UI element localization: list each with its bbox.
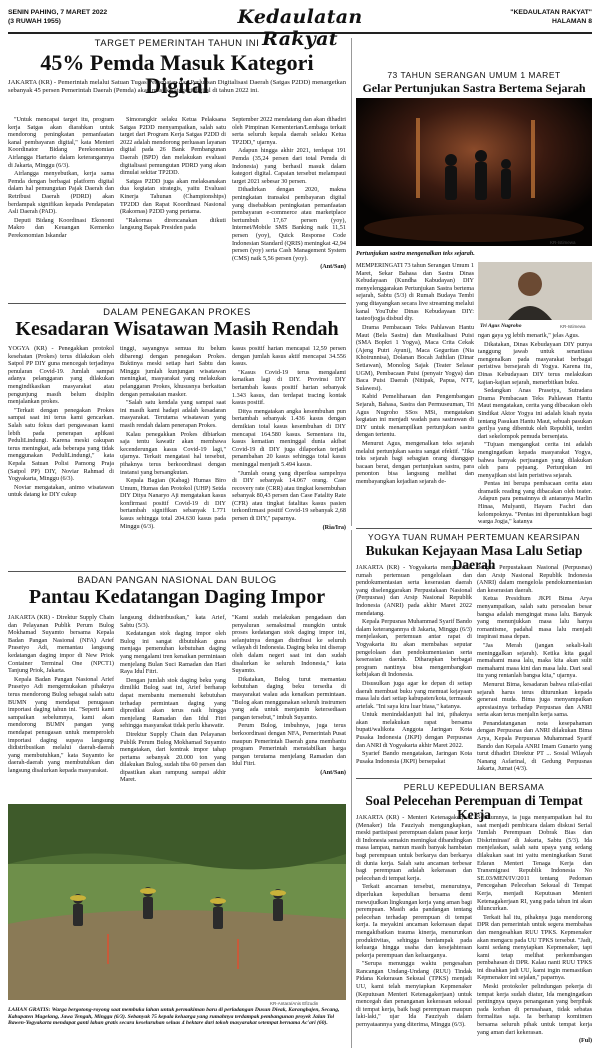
article2-col4-p3: Pentas ini berupa pembacaan cerita atau dramatik reading yang dibacakan oleh teater. Adapun para pemainnya di antaranya Marlin Hinaa, Mulyanti, Hayam Fachri dan kelompoknya. "Pentas ini diperuntukkan bagi warga Jogja," katanya xyxy=(478,480,592,524)
article3-col3-p3: Ditya mengatakan angka kesembuhan pun bertambah sebanyak 1.436 kasus dengan demikian total kasus kesembuhan di DIY mencapai 164.580 kasus. Sementara itu, kasus kematian meninggal dunia akibat Covid-19 di DIY juga dilaporkan terjadi penambahan 20 kasus sehingga total kasus meninggal menjadi 5.494 kasus. xyxy=(232,407,346,468)
article2-col1 xyxy=(356,324,474,524)
article4-title: Pantau Kedatangan Daging Impor xyxy=(28,586,326,608)
article5-title: Bukukan Kejayaan Masa Lalu Setiap Daerah xyxy=(365,543,583,573)
article2-col2-p1: ngan gaya yg lebih menarik," jelas Agus. xyxy=(478,332,580,339)
article2-portrait-photo xyxy=(478,262,592,320)
section-rule xyxy=(356,778,592,779)
article1-kicker: TARGET PEMERINTAH TAHUN INI xyxy=(94,38,260,49)
article6-title: Soal Pelecehan Perempuan di Tempat Kerja xyxy=(365,793,583,823)
article5-col1-p4: Untuk menindaklanjuti hal ini, pihaknya akan melakukan rapat bersama bupati/walikota Anggota Jaringan Kota Pusaka Indonesia (JKPI) dengan Perpusnas dan ANRI di Yogyakarta akhir Maret 2022. xyxy=(356,711,472,749)
article3-col1-p1: YOGYA (KR) - Penegakkan protokol kesehatan (Prokes) terus dilakukan oleh Satpol PP DIY guna mencegah terjadinya penularan Covid-19. Jumlah sampai adanya pelanggaran yang dilakukan mengindikasikan masyarakat atau pengunjung masih belum disiplin menjalankan prokes. xyxy=(8,345,114,406)
article2-col3-p1: Drama Pembacaan Teks Pahlawan Hantu Maut (Bela Sastra) dan Musikalisasi Puisi (SMA Bopkri 1 Yogya), Maca Crita Cekak (Ajeng Putri Ayuni), Maca Geguritan (Nia Khoirunnisa), Dolanan Bocah Jathilan (Dinar Setiawan), Monolog Sajak (Teater Selasar UGM), Pembacaan Puisi (penyair Yogya) dan Baca Puisi Daerah (Nitipak, Papua, NTT, Sulawesi). xyxy=(356,324,474,392)
article2-col2 xyxy=(478,332,592,524)
article3-col2-p4: Kepala Bagian (Kabag) Humas Biro Umum, Humas dan Protokol (UHP) Setda DIY Ditya Nanaryo Aji mengatakan kasus konfirmasi positif Covid-19 di DIY bertambah signifikan sebanyak 1.771 kasus sehingga total 204.630 kasus pada Minggu (6/3). xyxy=(120,477,226,530)
article3-signature: (Ria/Ira) xyxy=(322,523,346,531)
article6-kicker: PERLU KEPEDULIAN BERSAMA xyxy=(403,782,545,792)
article5-col2-p3: "Jas Merah (jangan sekali-kali meninggalkan sejarah). Ketika kita gagal memahami masa lalu, maka kita akan sulit memahami masa kini dan masa lalu. Dari seal itu yang rentanlah bangsa kita," ujarnya. xyxy=(477,641,592,680)
article4-signature: (Ant/San) xyxy=(320,768,346,776)
article6-col1-p3: "Serupa menunggu waktu pengesahan Rancangan Undang-Undang (RUU) Tindak Pidana Kekerasan Seksual (TPKS) menjadi UU, kami telah menyiapkan Kepmenaker (Keputusan Menteri Ketenagakerjaan) untuk mencegah dan penanganan kekerasan seksual di tempat kerja, baik bagi perempuan maupun laki-laki," ujar Ida Fauziyah dalam pernyataannya yang diterima, Minggu (6/3). xyxy=(356,960,472,1029)
article3-col1-p3: Noviar mengatakan, animo wisatawan untuk datang ke DIY cukup xyxy=(8,483,114,499)
article2-col1-top xyxy=(356,262,474,322)
article1-lead-text: JAKARTA (KR) - Pemerintah melalui Satuan Tugas Percepatan dan Perluasan Digitalisasi Daerah (Satgas P2DD) menargetkan sebanyak 45 persen Pemerintah Daerah (Pemda) akan masuk kategori digital di tahun 2022 ini. xyxy=(8,79,346,94)
land-clearing-illustration xyxy=(8,804,346,1000)
article4-col2-p3: Dengan jumlah stok daging beku yang dimiliki Bulog saat ini, Arief berharap dapat membantu memenuhi kebutuhan terhadap permintaan daging yang diprediksi akan terus naik hingga menjelang Ramadan dan Idul Fitri sehingga masyarakat tidak perlu khawatir. xyxy=(120,676,226,730)
section-rule xyxy=(356,528,592,529)
article4-col3-p2: Dikatakan, Bulog turut memantau kebutuhan daging beku tersedia di masyarakat walau ada kenaikan permintaan. "Bulog akan menggunakan seluruh instrumen yang ada untuk menjamin ketersediaan pangan tersebut," imbuh Suyamto. xyxy=(232,675,346,721)
article1-col1-p2: Airlangga menyebutkan, kerja sama Pemda dengan berbagai platform digital dalam hal pemungutan Pajak Daerah dan Retribusi Daerah (PDRD) akan berdampak signifikan kepada Pendapatan Asli Daerah (PAD). xyxy=(8,170,114,216)
article1-col2-p1: Simorangkir selaku Ketua Pelaksana Satgas P2DD menyampaikan, salah satu target dari Program Kerja Satgas P2DD di 2022 adalah mendorong perluasan layanan digital pada 26 Bank Pembangunan Daerah (BPD) dan melakukan evaluasi digitalisasi pemungutan PDRD yang akan dimulai sekitar TP2DD. xyxy=(120,116,226,177)
article3-col3-p1: kasus positif harian mencapai 12,59 persen dengan jumlah kasus aktif mencapai 34.556 kasus. xyxy=(232,345,346,368)
article2-col3-p2: Kabid Pemeliharaan dan Pengembangan Sejarah, Bahasa, Sastra dan Permuseuman, Tri Agus Nugroho SSos MSi, mengatakan kegiatan ini menjadi wadah para sastrawan di DIY untuk menampilkan pertunjukan sastra dengan tertentu. xyxy=(356,393,474,439)
article1-col3-p2: Adapun hingga akhir 2021, terdapat 191 Pemda (35,24 persen dari total Pemda di Indonesia) yang berhasil masuk dalam kategori digital. Capaian tersebut melampaui target 2021 sebesar 30 persen. xyxy=(232,147,346,185)
article3-col1-p2: "Terkait dengan penegakan Prokes sampai saat ini terus kami gencarkan. Salah satu fokus dari pengawasan kami lebih pada penerapan aplikasi PeduliLindungi. Karena meski cakupan terus meningkat, ada beberapa yang tidak menggunakan PeduliLindungi," kata Kepala Satuan Polisi Pamong Praja (Satpol PP) DIY, Noviar Rahmad di Yogyakarta, Minggu (6/3). xyxy=(8,406,114,483)
article1-col1-p3: Deputi Bidang Koordinasi Ekonomi Makro dan Keuangan Kemenko Perekonomian Iskandar xyxy=(8,216,114,239)
article1-col2 xyxy=(120,116,226,298)
article2-col4-p1: Sedangkan Anas Prasetya, Sutradara Drama Pembacaan Teks Pahlawan Hantu Maut mengatakan, cerita yang dibacakan oleh Sindikat Aktor Yogya ini adalah kisah nyata tentang Pasukan Hantu Maut, sebuah pasukan gerilya yang dibentuk oleh Republik, terdiri dari sekelompok pemuda bersenjata. xyxy=(478,387,592,440)
article6-col2 xyxy=(477,814,592,1046)
article2-col1-p1: MEMPERINGATI 73 tahun Serangan Umum 1 Maret, Sekar Bahasa dan Sastra Dinas Kebudayaan (Kundha Kabudayan) DIY menyelenggarakan Pertunjukan Sastra bertema sejarah, Sabtu (5/3) di Rumah Budaya Tembi yang ditayangkan secara live streaming melalui kanal YouTube Dinas Kebudayaan DIY: tasteofjogja disbud diy. xyxy=(356,262,474,322)
article1-col3-p1: September 2022 mendatang dan akan dihadiri oleh Pimpinan Kementerian/Lembaga terkait serta seluruh kepala daerah selaku Ketua TP2DD," ujarnya. xyxy=(232,116,346,146)
article4-col2-p4: Direktur Supply Chain dan Pelayanan Publik Perum Bulog Mokhamad Suyamto mengatakan, dari kontrak impor tahap pertama sebanyak 20.000 ton yang dilakukan Bulog, sudah tiba 60 persen dan dipastikan akan rampung sampai akhir Maret. xyxy=(120,730,226,784)
article6-signature: (Ful) xyxy=(578,1037,592,1045)
article4-photo-credit: KR-Antara/Anis Efizudin xyxy=(270,1001,319,1006)
article6-col2-p3: Meski protokoler pelindungan pekerja di tempat kerja sudah diatur, Ida mengingatkan pentingnya upaya penanganan yang berpihak pada korban di perusahaan, tidak sebatas formalitas saja. Ia berharap komitmen bersama seluruh pihak untuk tempat kerja yang aman dari kekerasan. xyxy=(477,983,592,1036)
article1-col3 xyxy=(232,116,346,298)
article1-lead xyxy=(8,79,346,113)
article6-col2-p2: Terkait hal itu, pihaknya juga mendorong DPR dan pemerintah untuk segera membahas dan mengesahkan RUU TPKS. Kepmenaker akan mengacu pada UU TPKS tersebut. "Jadi, kami sedang menyiapkan Kepmenaker, tapi kami tetap melihat perkembangan pembahasan di DPR. Kalau nanti RUU TPKS ini disahkan jadi UU, kami ingin memastikan Kepmenaker ini sejalan," paparnya. xyxy=(477,913,592,982)
newspaper-logo: Kedaulatan Rakyat xyxy=(237,6,363,50)
article5-col2-p2: Ketua Presidium JKPI Bima Arya menyampaikan, salah satu persoalan besar bangsa adalah mengingat masa lalu. Banyak yang menunjukkan masa lalu hanya romantisme, padahal masa lalu menjadi inspirasi masa depan. xyxy=(477,595,592,641)
article4-col3 xyxy=(232,614,346,800)
article4-col3-p1: "Kami sudah melakukan pengadaan dan penyaluran semaksimal mungkin untuk proses kedatangan stok daging impor ini, selanjutnya dengan distribusi ke seluruh wilayah di Indonesia. Daging beku ini diserap oleh dalam negeri saat ini dan sudah disalurkan ke seluruh Indonesia," kata Suyamto. xyxy=(232,614,346,675)
article4-col1-p2: Kepala Badan Pangan Nasional Arief Prasetyo Adi mengemukakan pihaknya terus mendorong Bulog sebagai salah satu BUMN yang mendapat penugasan importasi daging tahun ini. "Seperti kami sampaikan sebelumnya, kami akan mendorong BUMN pangan yang mendapat penugasan untuk memperoleh importasi daging supaya langsung didistribusikan melalui daerah-daerah yang membutuhkan," kata Suyamto ke daerah-daerah yang membutuhkan dan langsung disalurkan kepada masyarakat. xyxy=(8,675,114,774)
article3-col2-p1: tinggi, sayangnya semua itu belum dibarengi dengan penegakan Prokes. Buktinya meski setiap hari Sabtu dan Minggu jumlah kunjungan wisatawan meningkat, masyarakat yang melakukan pelanggaran Prokes, khususnya berkaitan dengan pemakaian masker. xyxy=(120,345,226,398)
article6-col1 xyxy=(356,814,472,1046)
article1-col1-p1: "Untuk mencapai target itu, program kerja Satgas akan diarahkan untuk mendorong peningkatan pemanfaatan kanal pembayaran digital," kata Menteri Koordinator Bidang Perekonomian Airlangga Hartarto dalam keterangannya di Jakarta, Minggu (6/3). xyxy=(8,116,114,169)
article4-land-clearing-photo xyxy=(8,804,346,1000)
article6-col1-p2: Terkait ancaman tersebut, menurutnya, diperlukan kepedulian bersama demi mewujudkan lingkungan kerja yang aman bagi perempuan. Masih ada pandangan tentang pelecehan terhadap perempuan di tempat kerja. Ia meyakini ancaman kekerasan dapat mengakibatkan trauma kinerja, menurunkan produktivitas, sehingga berdampak pada keluarga hingga usaha dan kesejahteraan pekerja perempuan dan keluarganya. xyxy=(356,883,472,959)
article5-col1-p1: JAKARTA (KR) - Yogyakarta mengadakan rumah pertemuan pengelolaan dan pendokumentasian serta keserasian daerah yang diselenggarakan Perpustakaan Nasional (Perpusnas) dan Arsip Nasional Republik Indonesia (ANRI) pada akhir Maret 2022 mendatang. xyxy=(356,564,472,617)
section-rule xyxy=(8,303,346,304)
header-date: SENIN PAHING, 7 MARET 2022 xyxy=(8,9,108,16)
article2-title: Gelar Pertunjukan Sastra Bertema Sejarah xyxy=(362,81,586,95)
article5-col2-p4: Menurut Bima, kesadaran bahwa nilai-nilai sejarah harus terus diturunkan kepada generasi muda. Bima juga menyampaikan apresiasinya terhadap Perpusnas dan ANRI serta akan terus menjalin kerja sama. xyxy=(477,680,592,719)
article3-col3-p2: "Kasus Covid-19 terus mengalami kenaikan lagi di DIY. Provinsi DIY bertambah kasus positif harian sebanyak 1.343 kasus, dan terdapat tracing kontak kasus positif. xyxy=(232,368,346,407)
header-section: "KEDAULATAN RAKYAT" xyxy=(510,9,592,16)
article1-col1 xyxy=(8,116,114,298)
article4-col2-p2: Kedatangan stok daging impor oleh Bulog ini sangat dibutuhkan guna menjaga pemenuhan kebutuhan daging yang mengalami tren kenaikan permintaan menjelang Bulan Suci Ramadan dan Hari Raya Idul Fitri. xyxy=(120,630,226,676)
article4-col2-p1: langsung didistribusikan," kata Arief, Sabtu (5/3). xyxy=(120,614,226,629)
article2-col3-p3: Menurut Agus, mengenalkan teks sejarah melalui pertunjukan sastra sangat efektif. "Jika teks sejarah bagi sebagian orang dianggap bacaan berat, dengan pertunjukan sastra, para penonton bisa langsung melihat dan membayangkan kejadian sejarah de- xyxy=(356,439,474,485)
article3-col3-p4: "Jumlah orang yang diperiksa sampelnya di DIY sebanyak 14.067 orang. Case recovery rate (CRR) atau tingkat kesembuhan sebanyak 80,43 persen dan Case Fatality Rate (CFR) atau tingkat fatalitas kasus pasien terkonfirmasi positif Covid-19 sebanyak 2,68 persen di DIY," paparnya. xyxy=(232,469,346,523)
article2-stage-photo xyxy=(356,98,592,246)
article6-col1-p1: JAKARTA (KR) - Menteri Ketenagakerjaan (Menaker) Ida Fauziyah mengungkapkan, meski partisipasi perempuan dalam pasar kerja di Indonesia semakin meningkat dibandingkan masa lampau, namun masih banyak hambatan bagi perempuan untuk berkarya dan berkarya di dunia kerja. Salah satu ancaman terbesar bagi perempuan adalah kekerasan dan pelecehan di tempat kerja. xyxy=(356,814,472,882)
article5-col2-p5: Penandatanganan nota kesepahaman dengan Perpusnas dan ANRI dilakukan Bima Arya, Kepala Perpusnas Muhammad Syarif Bando dan Kepala ANRI Imam Gunarto yang turut dihadiri Direktur PT ... Sosial Wilayah Nanang Asfarinal, di Gedung Perpusnas Jakarta, Jumat (4/3). xyxy=(477,719,592,773)
header-page-number: HALAMAN 8 xyxy=(551,18,592,25)
article5-col2-p1: dengan Perpustakaan Nasional (Perpusnas) dan Arsip Nasional Republik Indonesia (ANRI) dalam mengelola pendokumentasian dan keserasian daerah. xyxy=(477,564,592,594)
header-page-block xyxy=(510,8,592,26)
article6-col2-p1: Sebelumnya, ia juga menyampaikan hal itu saat menjadi pembicara dalam diskusi Serial 'Jumlah Perempuan Dobrak Bias dan Diskriminasi' di Jakarta, Sabtu (5/3). Ida menjelaskan, salah satu upaya yang sedang dilakukan saat ini yaitu meningkatkan Surat Edaran Menteri Tenaga Kerja dan Transmigrasi Republik Indonesia No SE.03/MEN/IV/2011 tentang Pedoman Pencegahan Pelecehan Seksual di Tempat Kerja, menjadi Keputusan Menteri Ketenagakerjaan RI, yang pada tahun ini akan diluncurkan. xyxy=(477,814,592,913)
article5-col2 xyxy=(477,564,592,774)
article4-col1-p1: JAKARTA (KR) - Direktur Supply Chain dan Pelayanan Publik Perum Bulog Mokhamad Suyamto bersama Kepala Badan Pangan Nasional (NFA) Arief Prasetyo Adi, memantau langsung kedatangan daging impor di New Priok Container Terminal One (NPCT1) Tanjung Priok, Jakarta. xyxy=(8,614,114,675)
article4-col2 xyxy=(120,614,226,800)
column-divider xyxy=(351,530,352,1048)
article4-photo-caption: LAHAN GRATIS: Warga bergotong-royong saat membuka lahan untuk permakiman baru di perladangan Dusun Dieak, Karangbajen, Secang, Kabupaten Magelang, Jawa Tengah, Minggu (6/3). Sebanyak 75 kepala keluarga yang rumahnya terdampak pembangunan proyek Jalan Tol Bawen-Yogyakarta mendapat ganti lahan gratis secara keseluruhan seluas 4 hektare dari tokoh masyarakat setempat bernama Ac'ari (60). xyxy=(8,1007,340,1027)
header-hijri-date: (3 RUWAH 1955) xyxy=(8,18,61,25)
article1-signature: (Ant/San) xyxy=(320,263,346,271)
article1-title: 45% Pemda Masuk Kategori Digital xyxy=(40,50,314,99)
article3-col1 xyxy=(8,345,114,567)
article5-col1-p2: Kepala Perpusnas Muhammad Syarif Bando dalam keterangannya di Jakarta, Minggu (6/3) menjelaskan, pertemuan antar rapat di Yogyakarta itu akan membahas seputar pengelolaan dan pendokumentasian serta keserasian daerah. Diharapkan berbagai program nantinya bisa mengembangkan kebijakan di Indonesia. xyxy=(356,618,472,679)
article4-col1 xyxy=(8,614,114,800)
article2-photo-caption: Pertunjukan sastra mengenalkan teks sejarah. xyxy=(356,250,475,257)
article5-col1 xyxy=(356,564,472,774)
article1-col2-p2: Satgas P2DD juga akan melaksanakan dua kegiatan strategis, yaitu Evaluasi Kinerja Tahunan (Championships) TP2DD dan Rapat Koordinasi Nasional (Rakornas) P2DD yang pertama. xyxy=(120,177,226,216)
article5-col1-p5: Syarief Bando mengatakan, Jaringan Kota Pusaka Indonesia (JKPI) bersepakat xyxy=(356,750,472,765)
portrait-illustration xyxy=(478,262,592,320)
article1-col2-p3: "Rakornas direncanakan diikuti langsung Bapak Presiden pada xyxy=(120,216,226,232)
article2-portrait-credit: KR-Istimewa xyxy=(560,324,586,329)
article2-kicker: 73 TAHUN SERANGAN UMUM 1 MARET xyxy=(387,70,561,80)
header-date-block xyxy=(8,8,107,26)
article4-col3-p3: Perum Bulog, imbuhnya, juga terus berkoordinasi dengan NFA, Pemerintah Pusat maupun Pemerintah Daerah guna membantu program Pemerintah menstabilkan harga pangan terutama menjelang Ramadan dan Idul Fitri. xyxy=(232,722,346,768)
article1-col3-p3: Dihadirkan dengan 2020, makna peningkatan transaksi pembayaran digital yang disebabkan peningkatan pemanfaatan pembayaran e-commerce atau marketplace bertumbuh 17,67 persen (yoy), Internet/Mobile SMS Banking naik 11,51 persen (yoy), Quick Response Code Indonesian Standard (QRIS) meningkat 42,94 persen (yoy) serta Cash Management System (CMS) naik 5,56 persen (yoy). xyxy=(232,186,346,262)
article2-portrait-name: Tri Agus Nugroho xyxy=(480,323,522,329)
article3-col2-p3: Kalau penegakkan Prokes dibiarkan saja tentu kawatir akan membawa kecenderungan kasus Covid-19 lagi," ujarnya. Terkait mengatasi hal tersebut, pihaknya terus berkoordinasi dengan instansi yang bersangkutan. xyxy=(120,430,226,476)
article3-col3 xyxy=(232,345,346,567)
article2-col4-p2: "Tujuan mengangkat cerita ini adalah mengingatkan kepada masyarakat Yogya, bahwa banyak perjuangan yang dilakukan oleh para pejuang. Pertunjukan ini menyajikan sisi lain peristiwa sejarah. xyxy=(478,441,592,479)
article3-col2 xyxy=(120,345,226,567)
article2-photo-credit: KR-Istimewa xyxy=(550,240,576,245)
article5-kicker: YOGYA TUAN RUMAH PERTEMUAN KEARSIPAN xyxy=(368,532,580,542)
stage-photo-illustration xyxy=(356,98,592,246)
section-rule xyxy=(8,571,346,572)
column-divider xyxy=(351,38,352,526)
article3-kicker: DALAM PENEGAKAN PROKES xyxy=(103,307,251,318)
article5-col1-p3: Disusulkan juga agar ke depan di setiap daerah membuat buku yang memuat kejayaan masa lalu dari setiap kabupaten/kota, termasuk artefak. "Ini saya kira luar biasa," katanya. xyxy=(356,679,472,710)
article3-col2-p2: "Salah satu kendala yang sampai saat ini masih kami hadapi adalah kesadaran masyarakat. Terutama wisatawan yang masih rendah dalam penerapan Prokes. xyxy=(120,399,226,429)
article4-kicker: BADAN PANGAN NASIONAL DAN BULOG xyxy=(77,575,277,586)
article2-col2-p2: Dikatakan, Dinas Kebudayaan DIY punya tanggung jawab untuk senantiasa mengenalkan pada masyarakat berbagai peristiwa bersejarah di Yogya. Karena itu, Dinas Kebudayaan DIY terus melakukan kajian-kajian sejarah, menerbitkan buku. xyxy=(478,340,592,386)
article3-title: Kesadaran Wisatawan Masih Rendah xyxy=(15,318,339,340)
